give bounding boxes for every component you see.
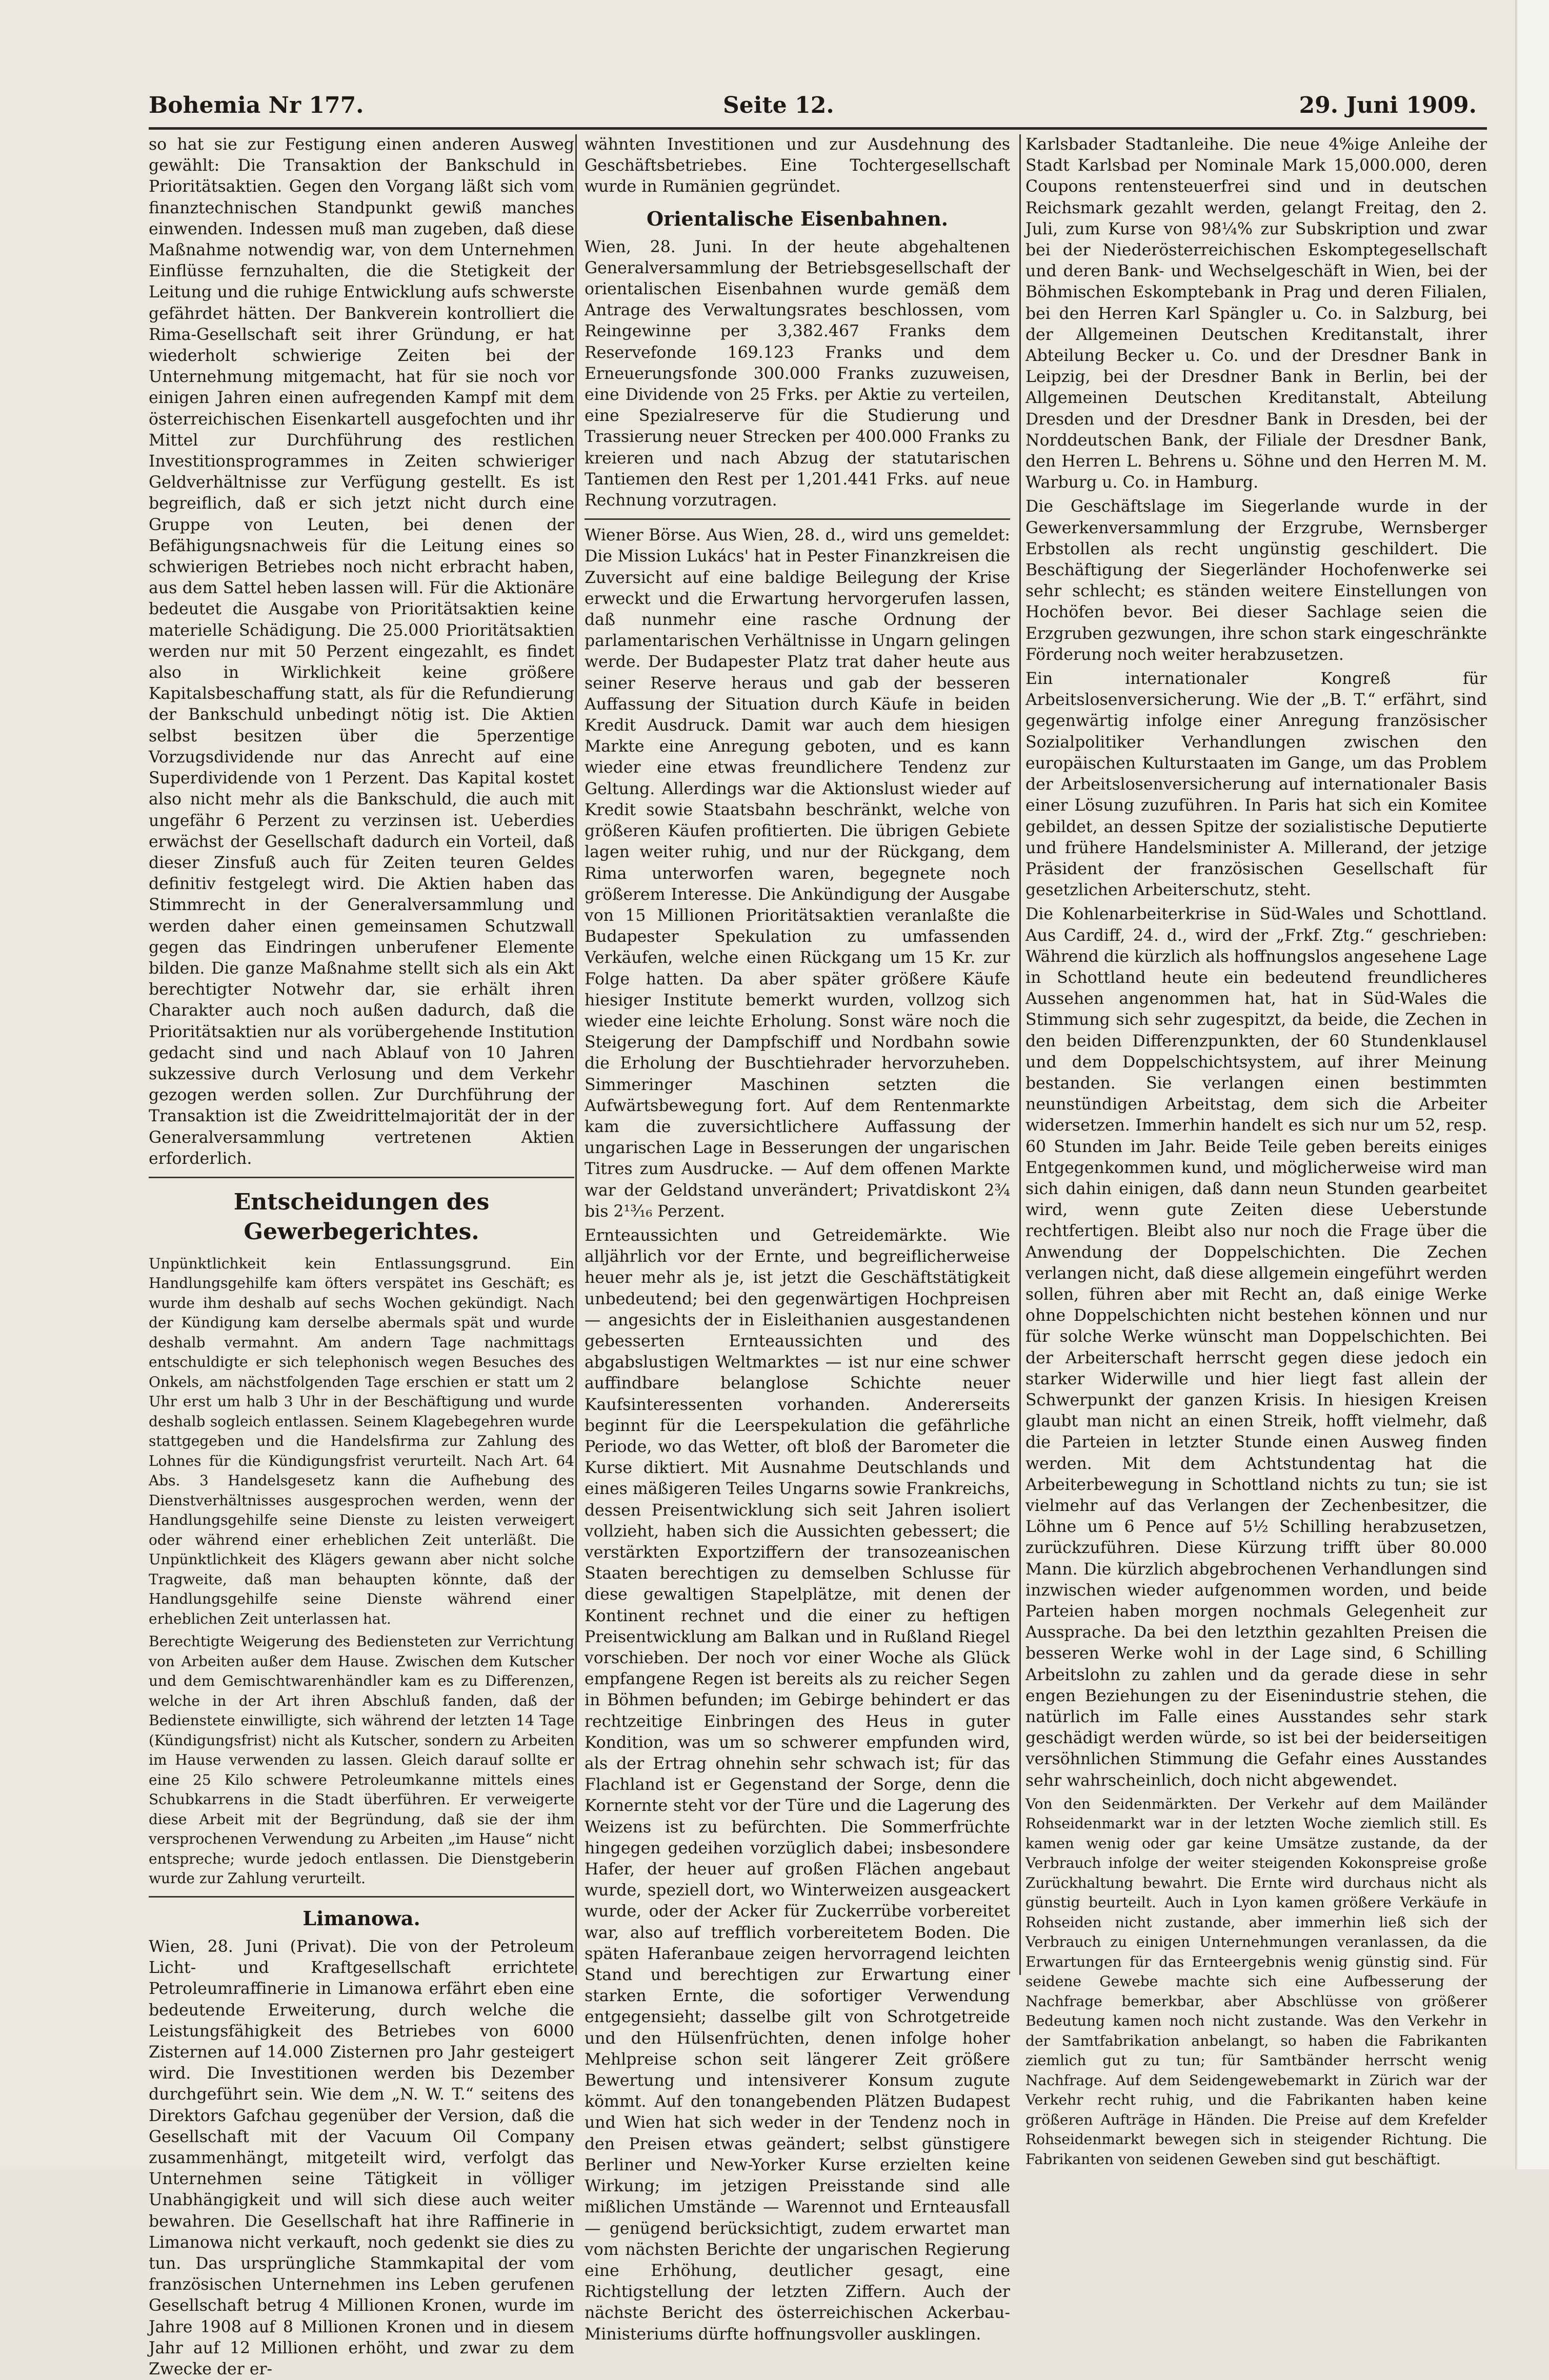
column-1 <box>149 134 574 2379</box>
article-wiener-boerse: Wiener Börse. Aus Wien, 28. d., wird uns gemeldet: Die Mission Lukács' hat in Pester Finanzkreisen die Zuversicht auf eine baldige Beilegung der Krise erweckt und die Erwartung hervorgerufen lassen, daß nunmehr eine rasche Ordnung der parlamentarischen Verhältnisse in Ungarn gelingen werde. Der Budapester Platz trat daher heute aus seiner Reserve heraus und gab der besseren Auffassung der Situation durch Käufe in beiden Kredit Ausdruck. Damit war auch dem hiesigen Markte eine Anregung geboten, und es kann wieder eine etwas freundlichere Tendenz zur Geltung. Allerdings war die Aktionslust wieder auf Kredit sowie Staatsbahn beschränkt, welche von größeren Käufen profitierten. Die übrigen Gebiete lagen weiter ruhig, und nur der Rückgang, dem Rima unterworfen waren, begegnete noch größerem Interesse. Die Ankündigung der Ausgabe von 15 Millionen Prioritätsaktien veranlaßte die Budapester Spekulation zu umfassenden Verkäufen, welche einen Rückgang um 15 Kr. zur Folge hatten. Da aber später größere Käufe hiesiger Institute bemerkt wurden, vollzog sich wieder eine leichte Erholung. Sonst wäre noch die Steigerung der Dampfschiff und Nordbahn sowie die Erholung der Buschtiehrader hervorzuheben. Simmeringer Maschinen setzten die Aufwärtsbewegung fort. Auf dem Rentenmarkte kam die zuversichtlichere Auffassung der ungarischen Lage in Besserungen der ungarischen Titres zum Ausdrucke. — Auf dem offenen Markte war der Geldstand unverändert; Privatdiskont 2¾ bis 2¹³⁄₁₆ Perzent. <box>585 526 1010 1221</box>
case-unpuenktlichkeit: Unpünktlichkeit kein Entlassungsgrund. Ein Handlungsgehilfe kam öfters verspätet ins Geschäft; es wurde ihm deshalb auf sechs Wochen gekündigt. Nach der Kündigung kam derselbe abermals spät und wurde deshalb vermahnt. Am andern Tage nachmittags entschuldigte er sich telephonisch wegen Besuches des Onkels, am nächstfolgenden Tage erschien er statt um 2 Uhr erst um halb 3 Uhr in der Beschäftigung und wurde deshalb sogleich entlassen. Seinem Klagebegehren wurde stattgegeben und die Handelsfirma zur Zahlung des Lohnes für die Kündigungsfrist verurteilt. Nach Art. 64 Abs. 3 Handelsgesetz kann die Aufhebung des Dienstverhältnisses ausgesprochen werden, wenn der Handlungsgehilfe seine Dienste zu leisten verweigert oder während einer erheblichen Zeit unterläßt. Die Unpünktlichkeit des Klägers gewann aber nicht solche Tragweite, daß man behaupten könnte, daß der Handlungsgehilfe seine Dienste während einer erheblichen Zeit unterlassen hat. <box>149 1255 574 1627</box>
header-rule <box>149 127 1487 130</box>
article-rima-continued: so hat sie zur Festigung einen anderen Ausweg gewählt: Die Transaktion der Bankschuld in Prioritätsaktien. Gegen den Vorgang läßt sich vom finanztechnischen Standpunkt gewiß manches einwenden. Indessen muß man zugeben, daß diese Maßnahme notwendig war, von dem Unternehmen Einflüsse fernzuhalten, die die Stetigkeit der Leitung und die ruhige Entwicklung aufs schwerste gefährdet hätten. Der Bankverein kontrolliert die Rima-Gesellschaft seit ihrer Gründung, er hat wiederholt schwierige Zeiten bei der Unternehmung mitgemacht, hat für sie noch vor einigen Jahren einen aufregenden Kampf mit dem österreichischen Eisenkartell ausgefochten und ihr Mittel zur Durchführung des restlichen Investitionsprogrammes in Zeiten schwieriger Geldverhältnisse zur Verfügung gestellt. Es ist begreiflich, daß er sich jetzt nicht durch eine Gruppe von Leuten, bei denen der Befähigungsnachweis für die Leitung eines so schwierigen Betriebes noch nicht erbracht haben, aus dem Sattel heben lassen will. Für die Aktionäre bedeutet die Ausgabe von Prioritätsaktien keine materielle Schädigung. Die 25.000 Prioritätsaktien werden nur mit 50 Perzent eingezahlt, es findet also in Wirklichkeit keine größere Kapitalsbeschaffung statt, als für die Refundierung der Bankschuld unbedingt nötig ist. Die Aktien selbst besitzen über die 5perzentige Vorzugsdividende nur das Anrecht auf eine Superdividende von 1 Perzent. Das Kapital kostet also nicht mehr als die Bankschuld, die auch mit ungefähr 6 Perzent zu verzinsen ist. Ueberdies erwächst der Gesellschaft dadurch ein Vorteil, daß dieser Zinsfuß auch für Zeiten teuren Geldes definitiv festgelegt wird. Die Aktien haben das Stimmrecht in der Generalversammlung und werden daher einen gemeinsamen Schutzwall gegen das Eindringen unberufener Elemente bilden. Die ganze Maßnahme stellt sich als ein Akt berechtigter Notwehr dar, sie erhält ihren Charakter auch noch außen dadurch, daß die Prioritätsaktien nur als vorübergehende Institution gedacht sind und nach Ablauf von 10 Jahren sukzessive durch Verlosung und dem Verkehr gezogen werden sollen. Zur Durchführung der Transaktion ist die Zweidrittelmajorität der in der Generalversammlung vertretenen Aktien erforderlich. <box>149 135 574 1168</box>
column-3 <box>1025 134 1487 2168</box>
scan-edge <box>1518 0 1549 2169</box>
column-2 <box>585 134 1010 2344</box>
article-siegerland: Die Geschäftslage im Siegerlande wurde in der Gewerkenversammlung der Erzgrube, Wernsberger Erbstollen als recht ungünstig geschildert. Die Beschäftigung der Siegerländer Hochofenwerke sei sehr schlecht; es ständen weitere Einstellungen von Hochöfen bevor. Bei dieser Sachlage seien die Erzgruben gezwungen, ihre schon stark eingeschränkte Förderung noch weiter herabzusetzen. <box>1025 497 1487 664</box>
section-rule <box>149 1896 574 1898</box>
article-kohlenarbeiterkrise: Die Kohlenarbeiterkrise in Süd-Wales und Schottland. Aus Cardiff, 24. d., wird der „Frkf. Ztg.“ geschrieben: Während die kürzlich als hoffnungslos angesehene Lage in Schottland heute ein bedeutend freundlicheres Aussehen angenommen hat, hat in Süd-Wales die Stimmung sich sehr zugespitzt, da beide, die Zechen in den beiden Differenzpunkten, der 60 Stundenklausel und dem Doppelschichtsystem, auf ihrer Meinung bestanden. Sie verlangen einen bestimmten neunstündigen Arbeitstag, dem sich die Arbeiter widersetzen. Immerhin handelt es sich nur um 52, resp. 60 Stunden im Jahr. Beide Teile geben bereits einiges Entgegenkommen kund, und möglicherweise wird man sich dahin einigen, daß dann neun Stunden gearbeitet wird, wenn gute Zeiten diese Ueberstunde rechtfertigen. Bleibt also nur noch die Frage über die Anwendung der Doppelschichten. Die Zechen verlangen nicht, daß diese allgemein eingeführt werden sollen, führen aber mit Recht an, daß einige Werke ohne Doppelschichten nicht bestehen können und nur für solche Werke wünscht man Doppelschichten. Bei der Arbeiterschaft herrscht gegen diese jedoch ein starker Widerwille und hier liegt fast allein der Schwerpunkt der ganzen Krisis. In hiesigen Kreisen glaubt man nicht an einen Streik, hofft vielmehr, daß die Parteien in letzter Stunde einen Ausweg finden werden. Mit dem Achtstundentag hat die Arbeiterbewegung in Schottland nichts zu tun; sie ist vielmehr auf das Verlangen der Zechenbesitzer, die Löhne um 6 Pence auf 5½ Schilling herabzusetzen, zurückzuführen. Diese Kürzung trifft über 80.000 Mann. Die kürzlich abgebrochenen Verhandlungen sind inzwischen wieder aufgenommen worden, und beide Parteien haben morgen nochmals Gelegenheit zur Aussprache. Da bei den letzthin gezahlten Preisen die besseren Werke wohl in der Lage sind, 6 Schilling Arbeitslohn zu zahlen und da gerade diese in sehr engen Beziehungen zu der Eisenindustrie stehen, die natürlich im Falle eines Ausstandes sehr stark geschädigt werden würde, so ist bei der beiderseitigen versöhnlichen Stimmung die Gefahr eines Ausstandes sehr wahrscheinlich, doch nicht abgewendet. <box>1025 905 1487 1790</box>
section-rule <box>149 1177 574 1178</box>
article-limanowa: Wien, 28. Juni (Privat). Die von der Petroleum Licht- und Kraftgesellschaft errichtete Petroleumraffinerie in Limanowa erfährt eben eine bedeutende Erweiterung, durch welche die Leistungsfähigkeit des Betriebes von 6000 Zisternen auf 14.000 Zisternen pro Jahr gesteigert wird. Die Investitionen werden bis Dezember durchgeführt sein. Wie dem „N. W. T.“ seitens des Direktors Gafchau gegenüber der Version, daß die Gesellschaft mit der Vacuum Oil Company zusammenhängt, mitgeteilt wird, verfolgt das Unternehmen seine Tätigkeit in völliger Unabhängigkeit und will sich diese auch weiter bewahren. Die Gesellschaft hat ihre Raffinerie in Limanowa nicht verkauft, noch gedenkt sie dies zu tun. Das ursprüngliche Stammkapital der vom französischen Unternehmen ins Leben gerufenen Gesellschaft betrug 4 Millionen Kronen, wurde im Jahre 1908 auf 8 Millionen Kronen und in diesem Jahr auf 12 Millionen erhöht, und zwar zu dem Zwecke der er- <box>149 1937 574 2379</box>
issue-date: 29. Juni 1909. <box>1299 92 1477 118</box>
section-heading-gewerbegericht: Entscheidungen des Gewerbegerichtes. <box>233 1188 490 1245</box>
page-number: Seite 12. <box>723 92 834 118</box>
article-ernteaussichten: Ernteaussichten und Getreidemärkte. Wie alljährlich vor der Ernte, und begreiflicherweise heuer mehr als je, ist jetzt die Geschäftstätigkeit unbedeutend; bei den gegenwärtigen Hochpreisen — angesichts der in Eisleithanien ausgestandenen gebesserten Ernteaussichten und des abgabslustigen Weltmarktes — ist nur eine schwer auffindbare belanglose Schichte neuer Kaufsinteressenten vorhanden. Andererseits beginnt für die Leerspekulation die gefährliche Periode, wo das Wetter, oft bloß der Barometer die Kurse diktiert. Mit Ausnahme Deutschlands und eines mäßigeren Teiles Ungarns sowie Frankreichs, dessen Preisentwicklung sich seit Jahren isoliert vollzieht, haben sich die Aussichten gebessert; die verstärkten Exportziffern der transozeanischen Staaten berechtigen zu demselben Schlusse für diese gewaltigen Stapelplätze, mit denen der Kontinent rechnet und die einer zu heftigen Preisentwicklung am Balkan und in Rußland Riegel vorschieben. Der noch vor einer Woche als Glück empfangene Regen ist bereits als zu reicher Segen in Böhmen befunden; im Gebirge behindert er das rechtzeitige Einbringen des Heus in guter Kondition, was um so schwerer empfunden wird, als der Ertrag ohnehin sehr schwach ist; für das Flachland ist er Gegenstand der Sorge, denn die Kornernte steht vor der Türe und die Lagerung des Weizens ist zu befürchten. Die Sommerfrüchte hingegen gedeihen vorzüglich dabei; insbesondere Hafer, der heuer auf großen Flächen angebaut wurde, speziell dort, wo Winterweizen ausgeackert wurde, oder der Acker für Zuckerrübe vorbereitet war, also auf trefflich vorbereitetem Boden. Die späten Haferanbaue zeigen hervorragend leichten Stand und berechtigen zur Erwartung einer starken Ernte, die sofortiger Verwendung entgegensieht; dasselbe gilt von Schrotgetreide und den Hülsenfrüchten, denen infolge hoher Mehlpreise schon seit längerer Zeit größere Bewertung und intensiverer Konsum zugute kömmt. Auf den tonangebenden Plätzen Budapest und Wien hat sich weder in der Tendenz noch in den Preisen etwas geändert; selbst günstigere Berliner und New-Yorker Kurse erzielten keine Wirkung; im jetzigen Preisstande sind alle mißlichen Umstände — Warennot und Ernteausfall — genügend berücksichtigt, zudem erwartet man vom nächsten Berichte der ungarischen Regierung eine Erhöhung, deutlicher gesagt, eine Richtigstellung der letzten Ziffern. Auch der nächste Bericht des österreichischen Ackerbau-Ministeriums dürfte hoffnungsvoller ausklingen. <box>585 1226 1010 2344</box>
article-seidenmaerkte: Von den Seidenmärkten. Der Verkehr auf dem Mailänder Rohseidenmarkt war in der letzten Woche ziemlich still. Es kamen wenig oder gar keine Umsätze zustande, da der Verbrauch infolge der weiter steigenden Kokonspreise große Zurückhaltung bewahrt. Die Ernte wird durchaus nicht als günstig beurteilt. Auch in Lyon kamen größere Verkäufe in Rohseiden nicht zustande, aber immerhin ließ sich der Verbrauch zu einigen Unternehmungen veranlassen, da die Erwartungen für das Ernteergebnis wenig günstig sind. Für seidene Gewebe machte sich eine Aufbesserung der Nachfrage bemerkbar, aber Abschlüsse von größerer Bedeutung kamen noch nicht zustande. Was den Verkehr in der Samtfabrikation anbelangt, so haben die Fabrikanten ziemlich gut zu tun; für Samtbänder herrscht wenig Nachfrage. Auf dem Seidengewebemarkt in Zürich war der Verkehr recht ruhig, und die Fabrikanten haben keine größeren Aufträge in Händen. Die Preise auf dem Krefelder Rohseidenmarkt bewegen sich in steigender Richtung. Die Fabrikanten von seidenen Geweben sind gut beschäftigt. <box>1025 1795 1487 2168</box>
article-arbeitslosenversicherung: Ein internationaler Kongreß für Arbeitslosenversicherung. Wie der „B. T.“ erfährt, sind gegenwärtig infolge einer Anregung französischer Sozialpolitiker Verhandlungen zwischen den europäischen Kulturstaaten im Gange, um das Problem der Arbeitslosenversicherung auf internationaler Basis einer Lösung zuzuführen. In Paris hat sich ein Komitee gebildet, an dessen Spitze der sozialistische Deputierte und frühere Handelsminister A. Millerand, der jetzige Präsident der französischen Gesellschaft für gesetzlichen Arbeiterschutz, steht. <box>1025 670 1487 900</box>
scan-edge-line <box>1515 0 1517 2169</box>
article-limanowa-continued: wähnten Investitionen und zur Ausdehnung des Geschäftsbetriebes. Eine Tochtergesellschaft wurde in Rumänien gegründet. <box>585 135 1010 196</box>
article-karlsbader-stadtanleihe: Karlsbader Stadtanleihe. Die neue 4%ige Anleihe der Stadt Karlsbad per Nominale Mark 15,000.000, deren Coupons rentensteuerfrei sind und in deutschen Reichsmark gezahlt werden, gelangt Freitag, den 2. Juli, zum Kurse von 98¼% zur Subskription und zwar bei der Niederösterreichischen Eskomptegesellschaft und deren Bank- und Wechselgeschäft in Wien, bei der Böhmischen Eskomptebank in Prag und deren Filialen, bei den Herren Karl Spängler u. Co. in Salzburg, bei der Allgemeinen Deutschen Kreditanstalt, ihrer Abteilung Becker u. Co. und der Dresdner Bank in Leipzig, bei der Dresdner Bank in Berlin, bei der Allgemeinen Deutschen Kreditanstalt, Abteilung Dresden und der Dresdner Bank in Dresden, bei der Norddeutschen Bank, der Filiale der Dresdner Bank, den Herren L. Behrens u. Söhne und den Herren M. M. Warburg u. Co. in Hamburg. <box>1025 135 1487 492</box>
article-orientalische-eisenbahnen: Wien, 28. Juni. In der heute abgehaltenen Generalversammlung der Betriebsgesellschaft der orientalischen Eisenbahnen wurde gemäß dem Antrage des Verwaltungsrates beschlossen, vom Reingewinne per 3,382.467 Franks dem Reservefonde 169.123 Franks und dem Erneuerungsfonde 300.000 Franks zuzuweisen, eine Dividende von 25 Frks. per Aktie zu verteilen, eine Spezialreserve für die Studierung und Trassierung neuer Strecken per 400.000 Franks zu kreieren und nach Abzug der statutarischen Tantiemen den Rest per 1,201.441 Frks. auf neue Rechnung vorzutragen. <box>585 237 1010 510</box>
section-heading-limanowa: Limanowa. <box>303 1906 420 1930</box>
case-weigerung: Berechtigte Weigerung des Bediensteten zur Verrichtung von Arbeiten außer dem Hause. Zwischen dem Kutscher und dem Gemischtwarenhändler kam es zu Differenzen, welche in der Art ihren Abschluß fanden, daß der Bedienstete einwilligte, sich während der letzten 14 Tage (Kündigungsfrist) nicht als Kutscher, sondern zu Arbeiten im Hause verwenden zu lassen. Gleich darauf sollte er eine 25 Kilo schwere Petroleumkanne mittels eines Schubkarrens in die Stadt überführen. Er verweigerte diese Arbeit mit der Begründung, daß sie der ihm versprochenen Verwendung zu Arbeiten „im Hause“ nicht entspreche; wurde jedoch entlassen. Die Dienstgeberin wurde zur Zahlung verurteilt. <box>149 1633 574 1887</box>
column-divider-2 <box>1019 134 1021 1975</box>
column-divider-1 <box>575 134 577 1975</box>
masthead-issue: Bohemia Nr 177. <box>149 92 364 118</box>
section-rule <box>585 518 1010 520</box>
section-heading-orient: Orientalische Eisenbahnen. <box>646 207 949 230</box>
